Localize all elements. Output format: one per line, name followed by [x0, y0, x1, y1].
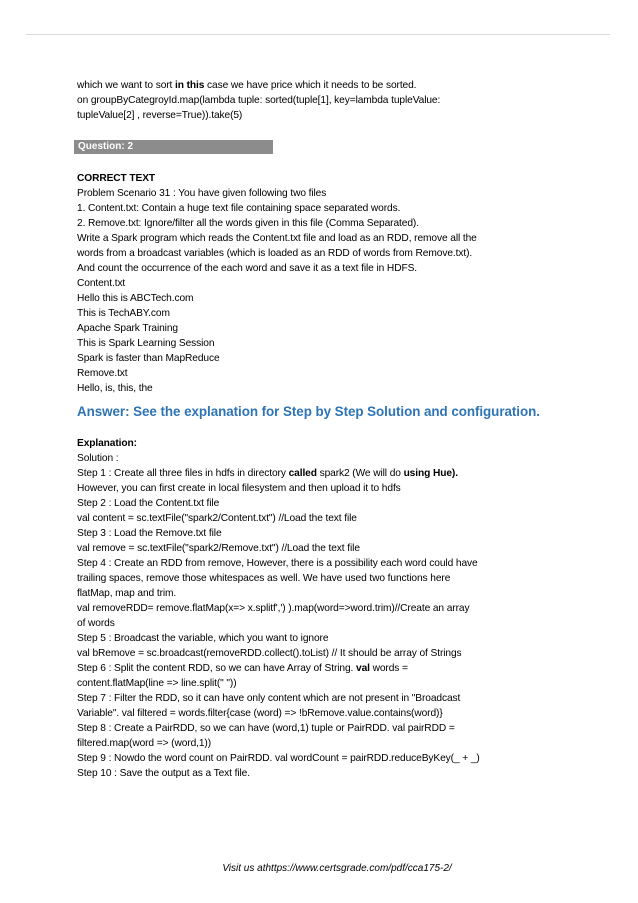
problem-line: Write a Spark program which reads the Content.txt file and load as an RDD, remove all the: [77, 233, 477, 244]
explanation-step-1: Step 1 : Create all three files in hdfs in directory called spark2 (We will do using Hue).: [77, 468, 458, 479]
explanation-line: Step 7 : Filter the RDD, so it can have only content which are not present in "Broadcast: [77, 693, 461, 704]
explanation-line: content.flatMap(line => line.split(" ")): [77, 678, 237, 689]
explanation-heading: Explanation:: [77, 438, 137, 449]
explanation-line: Step 5 : Broadcast the variable, which you want to ignore: [77, 633, 329, 644]
problem-line: Content.txt: [77, 278, 126, 289]
explanation-line: Step 3 : Load the Remove.txt file: [77, 528, 222, 539]
explanation-line: filtered.map(word => (word,1)): [77, 738, 212, 749]
explanation-block: [77, 436, 577, 781]
problem-line: words from a broadcast variables (which is loaded as an RDD of words from Remove.txt).: [77, 248, 473, 259]
explanation-line: Variable". val filtered = words.filter{case (word) => !bRemove.value.contains(word)}: [77, 708, 443, 719]
explanation-line: However, you can first create in local filesystem and then upload it to hdfs: [77, 483, 401, 494]
explanation-solution: Solution :: [77, 453, 119, 464]
answer-heading: Answer: See the explanation for Step by Step Solution and configuration.: [77, 404, 540, 419]
problem-line: And count the occurrence of the each word and save it as a text file in HDFS.: [77, 263, 417, 274]
problem-line: Problem Scenario 31 : You have given following two files: [77, 188, 327, 199]
problem-block: [77, 172, 567, 397]
explanation-line: of words: [77, 618, 115, 629]
explanation-line: flatMap, map and trim.: [77, 588, 177, 599]
problem-line: 1. Content.txt: Contain a huge text file containing space separated words.: [77, 203, 401, 214]
problem-line: Remove.txt: [77, 368, 128, 379]
explanation-line: val remove = sc.textFile("spark2/Remove.txt") //Load the text file: [77, 543, 360, 554]
problem-line: Apache Spark Training: [77, 323, 178, 334]
explanation-line: Step 10 : Save the output as a Text file.: [77, 768, 250, 779]
intro-line-1: which we want to sort in this case we have price which it needs to be sorted.: [77, 80, 417, 91]
intro-line-2: on groupByCategroyId.map(lambda tuple: sorted(tuple[1], key=lambda tupleValue:: [77, 95, 441, 106]
intro-block: [77, 78, 567, 123]
problem-line: Hello, is, this, the: [77, 383, 153, 394]
intro-line-3: tupleValue[2] , reverse=True)).take(5): [77, 110, 243, 121]
explanation-step-6: Step 6 : Split the content RDD, so we can have Array of String. val words =: [77, 663, 408, 674]
explanation-line: val removeRDD= remove.flatMap(x=> x.splitf',') ).map(word=>word.trim)//Create an array: [77, 603, 470, 614]
explanation-line: Step 9 : Nowdo the word count on PairRDD. val wordCount = pairRDD.reduceByKey(_ + _): [77, 753, 480, 764]
explanation-line: val bRemove = sc.broadcast(removeRDD.collect().toList) // It should be array of Strings: [77, 648, 462, 659]
question-header: Question: 2: [74, 140, 273, 154]
problem-heading: CORRECT TEXT: [77, 173, 156, 184]
problem-line: This is TechABY.com: [77, 308, 170, 319]
explanation-line: Step 8 : Create a PairRDD, so we can have (word,1) tuple or PairRDD. val pairRDD =: [77, 723, 455, 734]
problem-line: This is Spark Learning Session: [77, 338, 215, 349]
explanation-line: trailing spaces, remove those whitespaces as well. We have used two functions here: [77, 573, 451, 584]
footer-link[interactable]: Visit us athttps://www.certsgrade.com/pdf/cca175-2/: [222, 863, 452, 874]
explanation-line: Step 4 : Create an RDD from remove, However, there is a possibility each word could have: [77, 558, 478, 569]
problem-line: 2. Remove.txt: Ignore/filter all the words given in this file (Comma Separated).: [77, 218, 419, 229]
problem-line: Spark is faster than MapReduce: [77, 353, 220, 364]
explanation-line: Step 2 : Load the Content.txt file: [77, 498, 220, 509]
header-rule: [26, 34, 610, 35]
problem-line: Hello this is ABCTech.com: [77, 293, 194, 304]
explanation-line: val content = sc.textFile("spark2/Content.txt") //Load the text file: [77, 513, 357, 524]
